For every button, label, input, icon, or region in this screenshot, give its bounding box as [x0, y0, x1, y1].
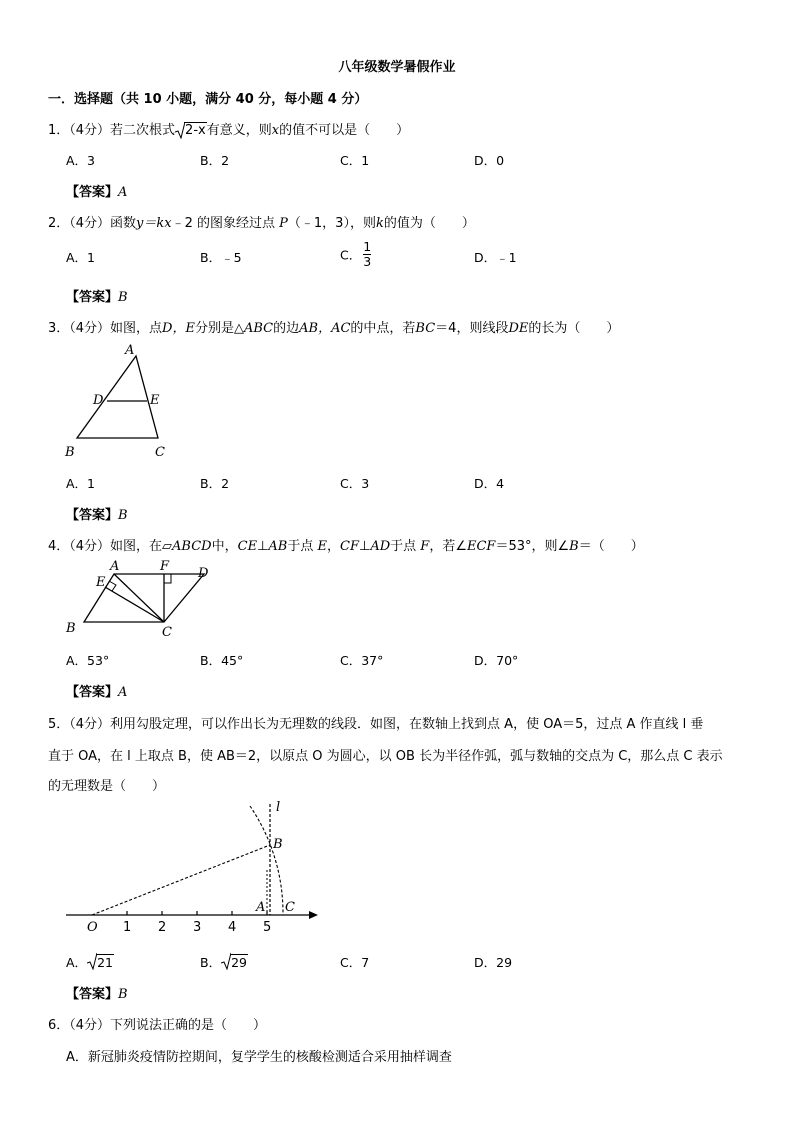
axis-label-2: 2: [158, 920, 167, 935]
label-a: A: [110, 559, 120, 574]
axis-label-origin: O: [87, 920, 98, 935]
sqrt-29: 29: [221, 955, 248, 970]
label-a: A: [256, 900, 266, 915]
q4-option-a: A．53°: [66, 653, 110, 668]
radical-sign-icon: [175, 121, 185, 139]
label-c: C: [162, 625, 172, 640]
q3-option-b: B．2: [200, 476, 230, 491]
sqrt-21: 21: [87, 955, 114, 970]
q1-option-a: A．3: [66, 153, 96, 168]
q3-option-d: D．4: [474, 476, 505, 491]
q2-option-c: C． $\frac{1}{3}$: [340, 239, 372, 269]
q3-option-a: A．1: [66, 476, 96, 491]
radical-sign-icon: [87, 952, 97, 970]
q3-answer: 【答案】B: [66, 508, 128, 523]
q2-option-b: B．﹣5: [200, 250, 242, 265]
q1-option-c: C．1: [340, 153, 370, 168]
segment-ce: [105, 587, 164, 622]
question-5-line-1: 5．（4分）利用勾股定理，可以作出长为无理数的线段．如图，在数轴上找到点 A，使 OA＝5，过点 A 作直线 l 垂: [48, 717, 704, 732]
label-l: l: [276, 800, 281, 815]
q2-answer: 【答案】B: [66, 290, 128, 305]
label-c: C: [155, 445, 165, 460]
sqrt-expression: 2-x: [175, 123, 207, 138]
label-f: F: [160, 559, 170, 574]
segment-ac: [114, 574, 164, 622]
q4-option-c: C．37°: [340, 653, 384, 668]
question-5-line-3: 的无理数是（ ）: [48, 779, 166, 794]
label-b: B: [273, 837, 283, 852]
number-line-diagram: [60, 800, 330, 940]
axis-label-1: 1: [123, 920, 132, 935]
parallelogram-diagram: [60, 556, 220, 642]
label-d: D: [93, 393, 104, 408]
q4-option-b: B．45°: [200, 653, 244, 668]
q2-option-a: A．1: [66, 250, 96, 265]
axis-label-4: 4: [228, 920, 237, 935]
label-e: E: [96, 575, 106, 590]
q1-option-b: B．2: [200, 153, 230, 168]
q1-answer: 【答案】A: [66, 185, 128, 200]
label-b: B: [65, 445, 75, 460]
segment-ob: [92, 845, 270, 915]
q4-answer: 【答案】A: [66, 685, 128, 700]
axis-label-5: 5: [263, 920, 272, 935]
axis-label-3: 3: [193, 920, 202, 935]
label-a: A: [125, 343, 135, 358]
q6-option-a: A．新冠肺炎疫情防控期间，复学学生的核酸检测适合采用抽样调查: [66, 1050, 452, 1065]
right-angle-mark-f: [164, 574, 171, 583]
label-e: E: [150, 393, 160, 408]
q5-option-a: A． 21: [66, 953, 114, 971]
page-title: 八年级数学暑假作业: [338, 60, 456, 75]
triangle-abc: [77, 356, 158, 438]
section-heading: 一．选择题（共 10 小题，满分 40 分，每小题 4 分）: [48, 92, 368, 107]
question-1-stem: 1．（4分）若二次根式 2-x有意义，则x的值不可以是（ ）: [48, 123, 410, 138]
label-b: B: [66, 621, 76, 636]
question-6-stem: 6．（4分）下列说法正确的是（ ）: [48, 1018, 267, 1033]
q5-option-c: C．7: [340, 955, 370, 970]
question-2-stem: 2．（4分）函数y＝kx﹣2 的图象经过点 P（﹣1，3），则k的值为（ ）: [48, 216, 475, 231]
question-4-stem: 4．（4分）如图，在▱ABCD中，CE⊥AB于点 E，CF⊥AD于点 F，若∠ECF＝53°，则∠B＝（ ）: [48, 539, 644, 554]
label-c: C: [285, 900, 295, 915]
radical-sign-icon: [221, 952, 231, 970]
axis-arrow-icon: [309, 911, 318, 919]
label-d: D: [198, 566, 209, 581]
q1-option-d: D．0: [474, 153, 505, 168]
fraction: $\frac{1}{3}$: [363, 239, 372, 269]
q5-answer: 【答案】B: [66, 987, 128, 1002]
q5-option-d: D．29: [474, 955, 513, 970]
q3-option-c: C．3: [340, 476, 370, 491]
triangle-diagram: [60, 340, 180, 465]
q5-option-b: B． 29: [200, 953, 248, 971]
q2-option-d: D．﹣1: [474, 250, 517, 265]
question-3-stem: 3．（4分）如图，点D，E分别是△ABC的边AB，AC的中点，若BC＝4，则线段DE的长为（ ）: [48, 321, 620, 336]
q4-option-d: D．70°: [474, 653, 519, 668]
question-5-line-2: 直于 OA，在 l 上取点 B，使 AB＝2，以原点 O 为圆心，以 OB 长为半径作弧，弧与数轴的交点为 C，那么点 C 表示: [48, 749, 723, 764]
